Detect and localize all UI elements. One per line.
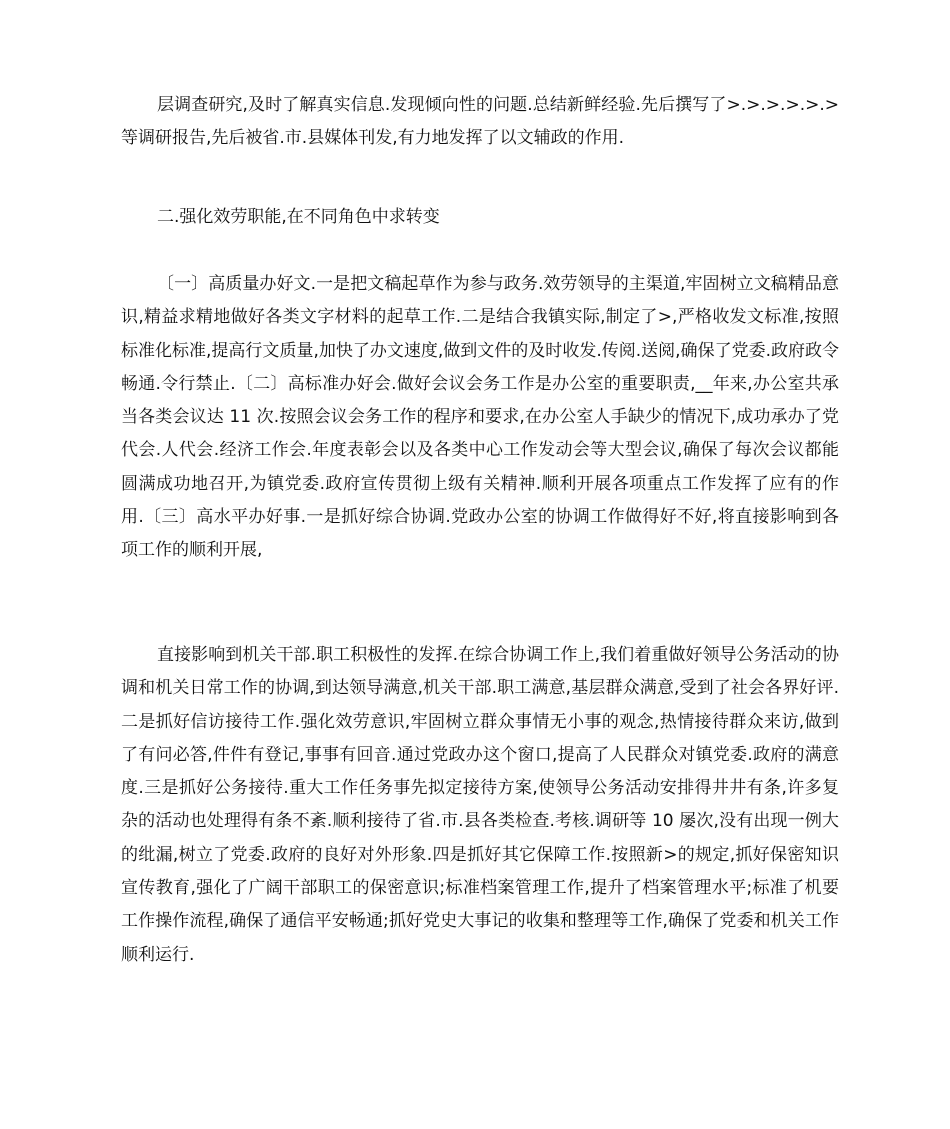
paragraph-documents-meetings: 〔一〕高质量办好文.一是把文稿起草作为参与政务.效劳领导的主渠道,牢固树立文稿精品意识,精益求精地做好各类文字材料的起草工作.二是结合我镇实际,制定了>,严格收发文标准,按照标准化标准,提高行文质量,加快了办文速度,做到文件的及时收发.传阅.送阅,确保了党委.政府政令畅通.令行禁止.〔二〕高标准办好会.做好会议会务工作是办公室的重要职责,__年来,办公室共承当各类会议达 11 次.按照会议会务工作的程序和要求,在办公室人手缺少的情况下,成功承办了党代会.人代会.经济工作会.年度表彰会以及各类中心工作发动会等大型会议,确保了每次会议都能圆满成功地召开,为镇党委.政府宣传贯彻上级有关精神.顺利开展各项重点工作发挥了应有的作用.〔三〕高水平办好事.一是抓好综合协调.党政办公室的协调工作做得好不好,将直接影响到各项工作的顺利开展, <box>121 274 839 561</box>
section-heading: 二.强化效劳职能,在不同角色中求转变 <box>157 207 440 227</box>
paragraph-coordination: 直接影响到机关干部.职工积极性的发挥.在综合协调工作上,我们着重做好领导公务活动的协调和机关日常工作的协调,到达领导满意,机关干部.职工满意,基层群众满意,受到了社会各界好评.二是抓好信访接待工作.强化效劳意识,牢固树立群众事情无小事的观念,热情接待群众来访,做到了有问必答,件件有登记,事事有回音.通过党政办这个窗口,提高了人民群众对镇党委.政府的满意度.三是抓好公务接待.重大工作任务事先拟定接待方案,使领导公务活动安排得井井有条,许多复杂的活动也处理得有条不紊.顺利接待了省.市.县各类检查.考核.调研等 10 屡次,没有出现一例大的纰漏,树立了党委.政府的良好对外形象.四是抓好其它保障工作.按照新>的规定,抓好保密知识宣传教育,强化了广阔干部职工的保密意识;标准档案管理工作,提升了档案管理水平;标准了机要工作操作流程,确保了通信平安畅通;抓好党史大事记的收集和整理等工作,确保了党委和机关工作顺利运行. <box>121 645 839 965</box>
paragraph-research: 层调查研究,及时了解真实信息.发现倾向性的问题.总结新鲜经验.先后撰写了>.>.>.>.>.>等调研报告,先后被省.市.县媒体刊发,有力地发挥了以文辅政的作用. <box>121 95 839 149</box>
